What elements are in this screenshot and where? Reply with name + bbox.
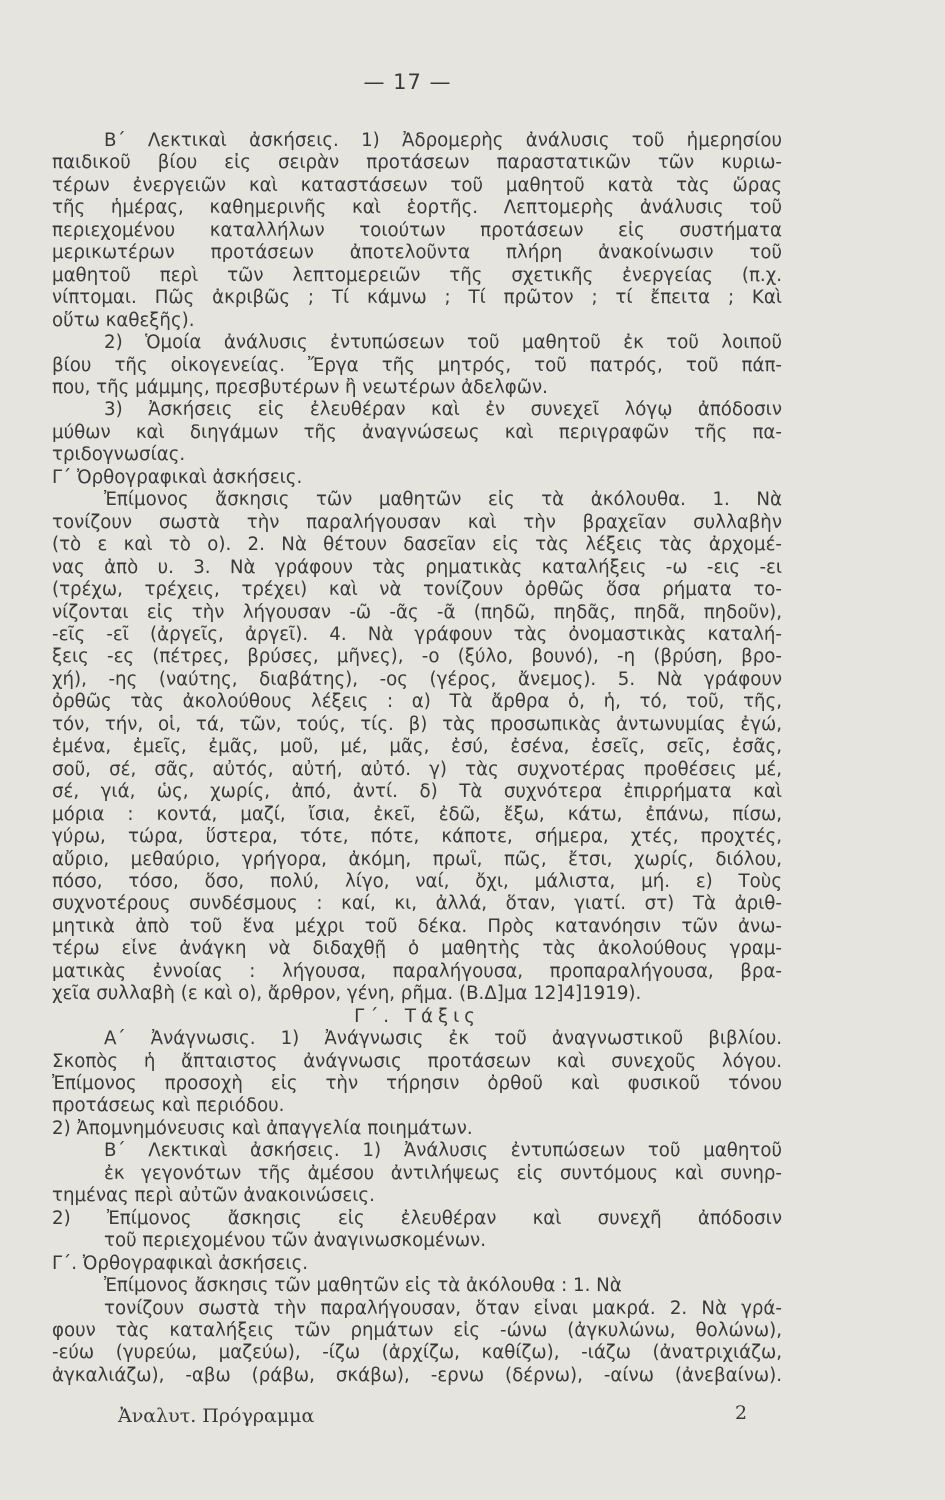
text-line: που, τῆς μάμμης, πρεσβυτέρων ἢ νεωτέρων ἀδελφῶν. <box>52 376 548 398</box>
text-line: 2) Ὁμοία ἀνάλυσις ἐντυπώσεων τοῦ μαθητοῦ ἐκ τοῦ λοιποῦ <box>104 332 782 354</box>
body-text <box>52 130 782 1387</box>
text-line: τέρων ἐνεργειῶν καὶ καταστάσεων τοῦ μαθητοῦ κατὰ τὰς ὥρας <box>52 174 782 196</box>
text-line: συχνοτέρους συνδέσμους : καί, κι, ἀλλά, ὅταν, γιατί. στ) Τὰ ἀριθ- <box>52 893 782 915</box>
text-line: 3) Ἀσκήσεις εἰς ἐλευθέραν καὶ ἐν συνεχεῖ λόγῳ ἀπόδοσιν <box>104 399 782 421</box>
text-line: νας ἀπὸ υ. 3. Νὰ γράφουν τὰς ρηματικὰς καταλήξεις -ω -εις -ει <box>52 556 782 578</box>
text-line: σοῦ, σέ, σᾶς, αὐτός, αὐτή, αὐτό. γ) τὰς συχνοτέρας προθέσεις μέ, <box>52 758 782 780</box>
text-line: 2) Ἐπίμονος ἄσκησις εἰς ἐλευθέραν καὶ συνεχῆ ἀπόδοσιν <box>52 1207 782 1229</box>
text-line: Γ΄. Ὀρθογραφικαὶ ἀσκήσεις. <box>52 1252 309 1274</box>
text-line: Γ΄. Τάξις <box>354 1005 480 1027</box>
text-line: Β΄ Λεκτικαὶ ἀσκήσεις. 1) Ἀνάλυσις ἐντυπώσεων τοῦ μαθητοῦ <box>104 1140 782 1162</box>
text-line: ὀρθῶς τὰς ἀκολούθους λέξεις : α) Τὰ ἄρθρα ὁ, ἡ, τό, τοῦ, τῆς, <box>52 691 782 713</box>
text-line: -εύω (γυρεύω, μαζεύω), -ίζω (ἀρχίζω, καθίζω), -ιάζω (ἀνατριχιάζω, <box>52 1342 782 1364</box>
text-line: αὔριο, μεθαύριο, γρήγορα, ἀκόμη, πρωΐ, πῶς, ἔτσι, χωρίς, διόλου, <box>52 848 782 870</box>
text-line: γύρω, τώρα, ὕστερα, τότε, πότε, κάποτε, σήμερα, χτές, προχτές, <box>52 826 782 848</box>
text-line: μαθητοῦ περὶ τῶν λεπτομερειῶν τῆς σχετικῆς ἐνεργείας (π.χ. <box>52 264 782 286</box>
text-line: μερικωτέρων προτάσεων ἀποτελοῦντα πλήρη ἀνακοίνωσιν τοῦ <box>52 242 782 264</box>
text-line: βίου τῆς οἰκογενείας. Ἔργα τῆς μητρός, τοῦ πατρός, τοῦ πάπ- <box>52 354 782 376</box>
text-line: Ἐπίμονος ἄσκησις τῶν μαθητῶν εἰς τὰ ἀκόλουθα. 1. Νὰ <box>104 489 782 511</box>
text-line: φουν τὰς καταλήξεις τῶν ρημάτων εἰς -ώνω (ἀγκυλώνω, θολώνω), <box>52 1320 782 1342</box>
text-line: Ἐπίμονος ἄσκησις τῶν μαθητῶν εἰς τὰ ἀκόλουθα : 1. Νὰ <box>104 1275 622 1297</box>
text-line: τονίζουν σωστὰ τὴν παραλήγουσαν, ὅταν εἶναι μακρά. 2. Νὰ γρά- <box>104 1297 782 1319</box>
text-line: ἀγκαλιάζω), -αβω (ράβω, σκάβω), -ερνω (δέρνω), -αίνω (ἀνεβαίνω). <box>52 1364 782 1386</box>
text-line: μόρια : κοντά, μαζί, ἴσια, ἐκεῖ, ἐδῶ, ἔξω, κάτω, ἐπάνω, πίσω, <box>52 803 782 825</box>
text-line: Σκοπὸς ἡ ἄπταιστος ἀνάγνωσις προτάσεων καὶ συνεχοῦς λόγου. <box>52 1050 782 1072</box>
text-line: (τρέχω, τρέχεις, τρέχει) καὶ νὰ τονίζουν ὀρθῶς ὅσα ρήματα το- <box>52 579 782 601</box>
text-line: Β΄ Λεκτικαὶ ἀσκήσεις. 1) Ἀδρομερὴς ἀνάλυσις τοῦ ἡμερησίου <box>104 130 782 151</box>
text-line: 2) Ἀπομνημόνευσις καὶ ἀπαγγελία ποιημάτων. <box>52 1117 473 1139</box>
text-line: Ἐπίμονος προσοχὴ εἰς τὴν τήρησιν ὀρθοῦ καὶ φυσικοῦ τόνου <box>52 1073 782 1095</box>
text-line: τόν, τήν, οἱ, τά, τῶν, τούς, τίς. β) τὰς προσωπικὰς ἀντωνυμίας ἐγώ, <box>52 713 782 735</box>
text-line: παιδικοῦ βίου εἰς σειρὰν προτάσεων παραστατικῶν τῶν κυριω- <box>52 152 782 174</box>
text-line: μύθων καὶ διηγάμων τῆς ἀναγνώσεως καὶ περιγραφῶν τῆς πα- <box>52 421 782 443</box>
text-line: ξεις -ες (πέτρες, βρύσες, μῆνες), -ο (ξύλο, βουνό), -η (βρύση, βρο- <box>52 646 782 668</box>
text-line: Α΄ Ἀνάγνωσις. 1) Ἀνάγνωσις ἐκ τοῦ ἀναγνωστικοῦ βιβλίου. <box>104 1028 782 1050</box>
text-line: χή), -ης (ναύτης, διαβάτης), -ος (γέρος, ἄνεμος). 5. Νὰ γράφουν <box>52 668 782 690</box>
text-line: χεῖα συλλαβὴ (ε καὶ ο), ἄρθρον, γένη, ρῆμα. (Β.Δ]μα 12]4]1919). <box>52 983 642 1005</box>
text-line: νίπτομαι. Πῶς ἀκριβῶς ; Τί κάμνω ; Τί πρῶτον ; τί ἔπειτα ; Καὶ <box>52 287 782 309</box>
text-line: προτάσεως καὶ περιόδου. <box>52 1095 285 1117</box>
footer-sheet-number: 2 <box>735 1402 748 1424</box>
text-line: τέρω εἶνε ἀνάγκη νὰ διδαχθῇ ὁ μαθητὴς τὰς ἀκολούθους γραμ- <box>52 938 782 960</box>
footer-title: Ἀναλυτ. Πρόγραμμα <box>118 1405 315 1427</box>
text-line: σέ, γιά, ὡς, χωρίς, ἀπό, ἀντί. δ) Τὰ συχνότερα ἐπιρρήματα καὶ <box>52 781 782 803</box>
text-line: περιεχομένου καταλλήλων τοιούτων προτάσεων εἰς συστήματα <box>52 219 782 241</box>
text-line: ἐκ γεγονότων τῆς ἀμέσου ἀντιλήψεως εἰς συντόμους καὶ συνηρ- <box>104 1162 782 1184</box>
text-line: οὕτω καθεξῆς). <box>52 309 195 331</box>
text-line: τημένας περὶ αὐτῶν ἀνακοινώσεις. <box>52 1185 375 1207</box>
text-line: τριδογνωσίας. <box>52 444 186 466</box>
text-line: τονίζουν σωστὰ τὴν παραλήγουσαν καὶ τὴν βραχεῖαν συλλαβὴν <box>52 511 782 533</box>
text-line: ματικὰς ἐννοίας : λήγουσα, παραλήγουσα, προπαραλήγουσα, βρα- <box>52 960 782 982</box>
text-line: τοῦ περιεχομένου τῶν ἀναγινωσκομένων. <box>104 1230 486 1252</box>
text-line: -εῖς -εῖ (ἀργεῖς, ἀργεῖ). 4. Νὰ γράφουν τὰς ὀνομαστικὰς καταλή- <box>52 623 782 645</box>
text-line: (τὸ ε καὶ τὸ ο). 2. Νὰ θέτουν δασεῖαν εἰς τὰς λέξεις τὰς ἀρχομέ- <box>52 534 782 556</box>
text-line: μητικὰ ἀπὸ τοῦ ἕνα μέχρι τοῦ δέκα. Πρὸς κατανόησιν τῶν ἀνω- <box>52 915 782 937</box>
page-number: — 17 — <box>363 70 452 94</box>
text-line: νίζονται εἰς τὴν λήγουσαν -ῶ -ᾶς -ᾶ (πηδῶ, πηδᾶς, πηδᾶ, πηδοῦν), <box>52 601 782 623</box>
text-line: πόσο, τόσο, ὅσο, πολύ, λίγο, ναί, ὄχι, μάλιστα, μή. ε) Τοὺς <box>52 870 782 892</box>
text-line: ἐμένα, ἐμεῖς, ἐμᾶς, μοῦ, μέ, μᾶς, ἐσύ, ἐσένα, ἐσεῖς, σεῖς, ἐσᾶς, <box>52 736 782 758</box>
text-line: Γ΄ Ὀρθογραφικαὶ ἀσκήσεις. <box>52 466 303 488</box>
text-line: τῆς ἡμέρας, καθημερινῆς καὶ ἑορτῆς. Λεπτομερὴς ἀνάλυσις τοῦ <box>52 197 782 219</box>
